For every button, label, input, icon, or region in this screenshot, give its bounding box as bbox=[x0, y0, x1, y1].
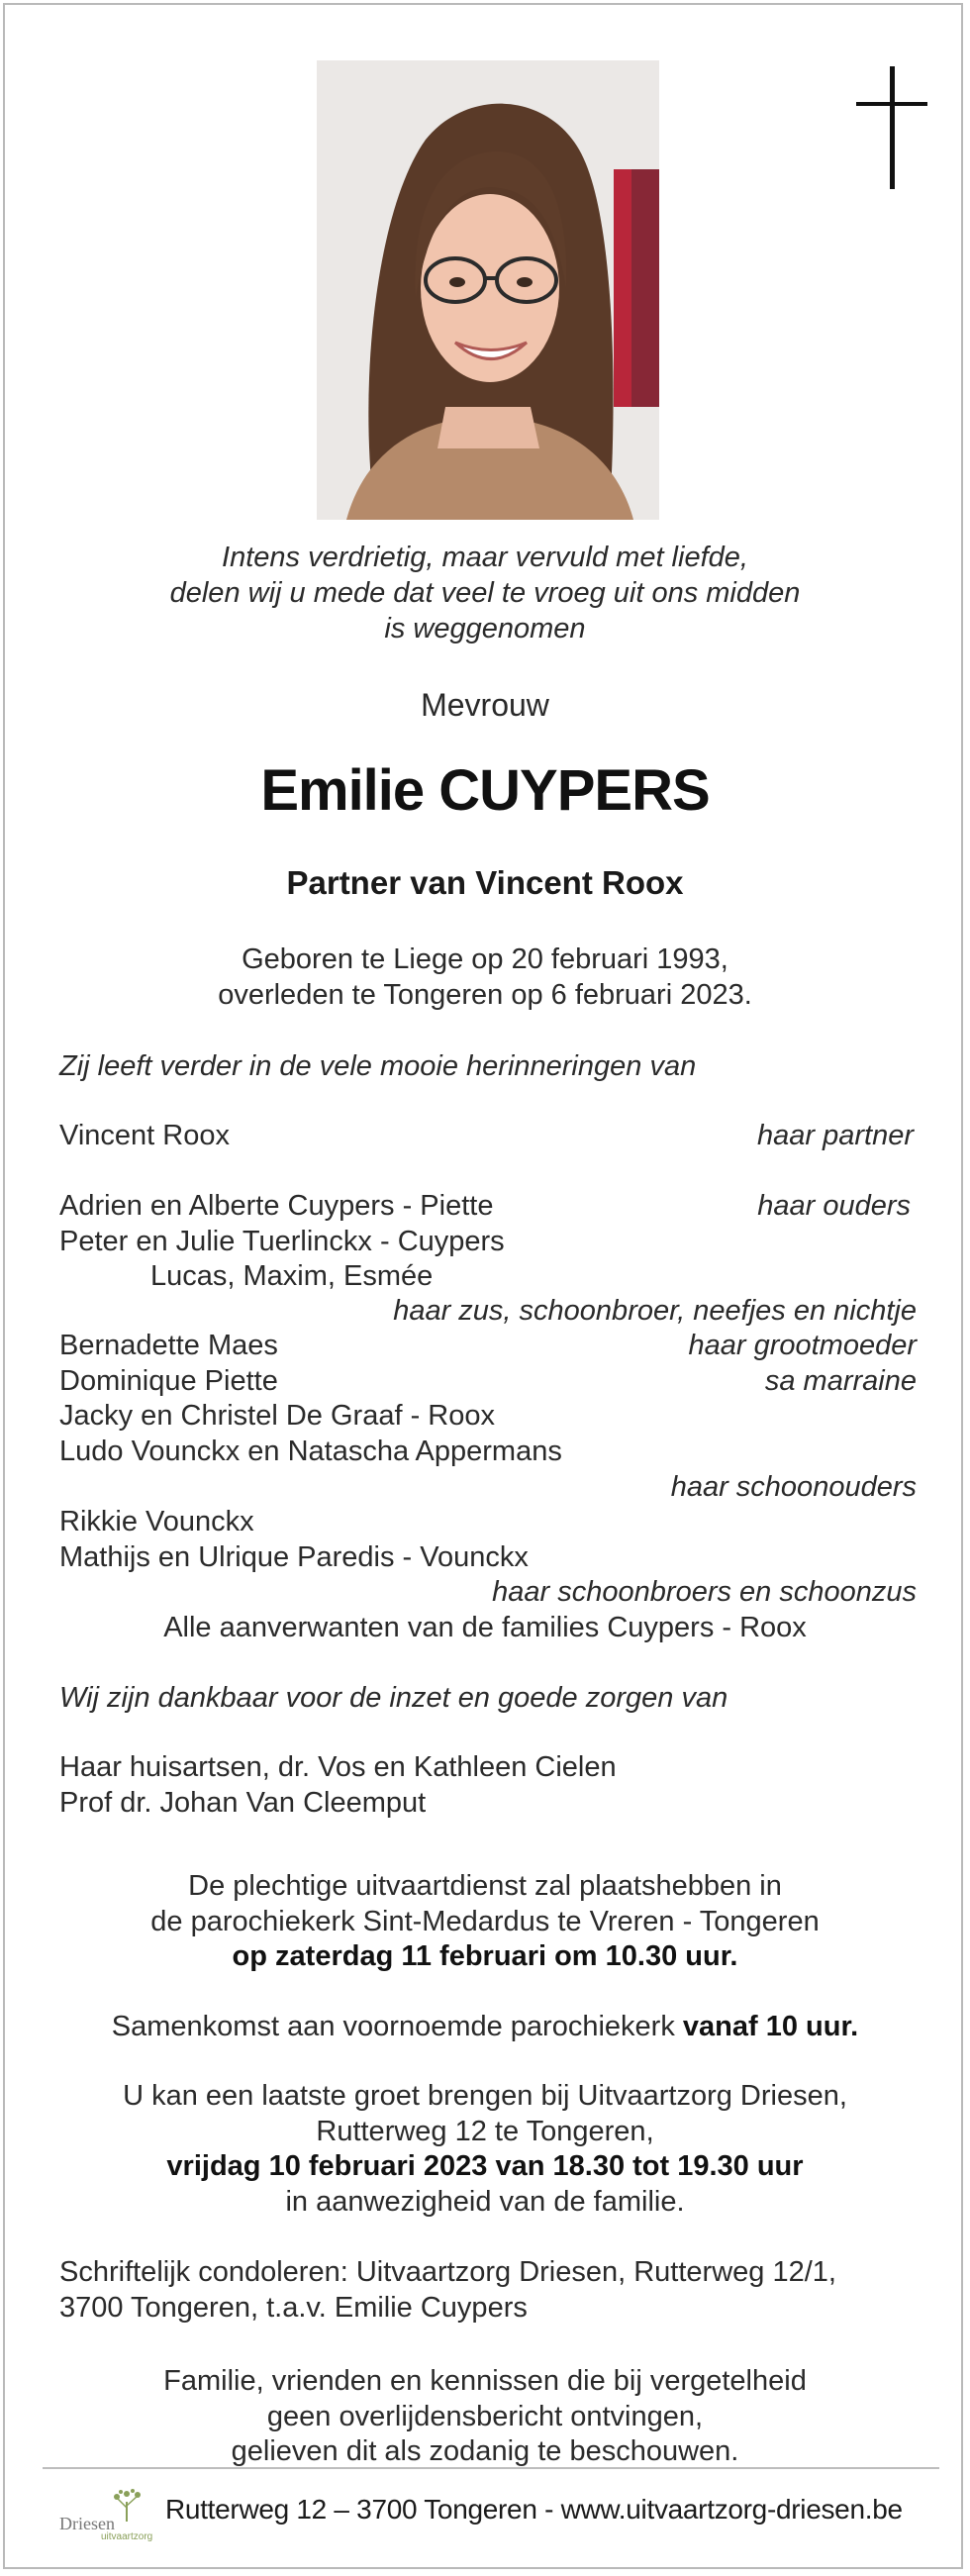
family-relation: haar zus, schoonbroer, neefjes en nichtje bbox=[393, 1295, 917, 1327]
death-line: overleden te Tongeren op 6 februari 2023. bbox=[218, 979, 752, 1011]
partner-line: Partner van Vincent Roox bbox=[286, 864, 684, 901]
family-member: Mathijs en Ulrique Paredis - Vounckx bbox=[59, 1541, 529, 1573]
thanks-intro: Wij zijn dankbaar voor de inzet en goede zorgen van bbox=[59, 1682, 728, 1714]
footer-address: Rutterweg 12 – 3700 Tongeren - www.uitvaartzorg-driesen.be bbox=[165, 2494, 903, 2525]
closing-line-2: geen overlijdensbericht ontvingen, bbox=[266, 2401, 704, 2432]
intro-line-2: delen wij u mede dat veel te vroeg uit ons midden bbox=[169, 577, 801, 609]
farewell-datetime: vrijdag 10 februari 2023 van 18.30 tot 19.30 uur bbox=[166, 2150, 804, 2182]
gathering-text: Samenkomst aan voornoemde parochiekerk bbox=[111, 2011, 683, 2042]
service-line-2: de parochiekerk Sint-Medardus te Vreren - Tongeren bbox=[150, 1906, 820, 1937]
family-member: Dominique Piette bbox=[59, 1365, 278, 1397]
intro-line-1: Intens verdrietig, maar vervuld met liefde, bbox=[222, 542, 748, 573]
family-member: Ludo Vounckx en Natascha Appermans bbox=[59, 1436, 562, 1467]
family-relation: haar schoonouders bbox=[670, 1471, 917, 1503]
closing-line-1: Familie, vrienden en kennissen die bij vergetelheid bbox=[163, 2365, 807, 2397]
closing-line-3: gelieven dit als zodanig te beschouwen. bbox=[231, 2435, 739, 2467]
logo-text: Driesen bbox=[59, 2514, 115, 2533]
footer-divider bbox=[43, 2467, 939, 2469]
logo-subtext: uitvaartzorg bbox=[101, 2531, 153, 2542]
family-relation: haar ouders bbox=[757, 1190, 911, 1222]
farewell-line-4: in aanwezigheid van de familie. bbox=[285, 2186, 685, 2218]
family-member: Peter en Julie Tuerlinckx - Cuypers bbox=[59, 1226, 505, 1257]
intro-line-3: is weggenomen bbox=[384, 613, 586, 644]
doctor-line: Prof dr. Johan Van Cleemput bbox=[59, 1787, 427, 1819]
farewell-line-1: U kan een laatste groet brengen bij Uitvaartzorg Driesen, bbox=[123, 2080, 847, 2112]
service-datetime: op zaterdag 11 februari om 10.30 uur. bbox=[232, 1940, 738, 1972]
birth-line: Geboren te Liege op 20 februari 1993, bbox=[242, 943, 728, 975]
family-member: Rikkie Vounckx bbox=[59, 1506, 254, 1537]
salutation: Mevrouw bbox=[421, 687, 549, 723]
memories-intro: Zij leeft verder in de vele mooie herinneringen van bbox=[59, 1050, 697, 1082]
family-relation: sa marraine bbox=[764, 1365, 917, 1397]
condolences-line-1: Schriftelijk condoleren: Uitvaartzorg Driesen, Rutterweg 12/1, bbox=[59, 2256, 836, 2288]
family-member: Lucas, Maxim, Esmée bbox=[150, 1260, 434, 1292]
condolences-line-2: 3700 Tongeren, t.a.v. Emilie Cuypers bbox=[59, 2292, 528, 2324]
family-member: Vincent Roox bbox=[59, 1120, 230, 1151]
cross-icon bbox=[856, 66, 927, 189]
service-line-1: De plechtige uitvaartdienst zal plaatshebben in bbox=[188, 1870, 782, 1902]
driesen-logo bbox=[59, 2488, 153, 2547]
family-member: Adrien en Alberte Cuypers - Piette bbox=[59, 1190, 494, 1222]
portrait-image bbox=[317, 60, 659, 520]
deceased-name: Emilie CUYPERS bbox=[260, 758, 710, 823]
family-relatives: Alle aanverwanten van de families Cuypers - Roox bbox=[163, 1612, 807, 1643]
obituary-card bbox=[3, 3, 963, 2569]
family-relation: haar partner bbox=[757, 1120, 914, 1151]
family-relation: haar grootmoeder bbox=[688, 1330, 917, 1361]
gathering-line bbox=[5, 2009, 965, 2044]
portrait-photo bbox=[317, 60, 659, 520]
family-member: Jacky en Christel De Graaf - Roox bbox=[59, 1400, 495, 1432]
farewell-line-2: Rutterweg 12 te Tongeren, bbox=[316, 2116, 654, 2147]
family-member: Bernadette Maes bbox=[59, 1330, 278, 1361]
doctor-line: Haar huisartsen, dr. Vos en Kathleen Cielen bbox=[59, 1751, 617, 1783]
gathering-time: vanaf 10 uur. bbox=[682, 2011, 859, 2042]
family-relation: haar schoonbroers en schoonzus bbox=[492, 1576, 917, 1608]
